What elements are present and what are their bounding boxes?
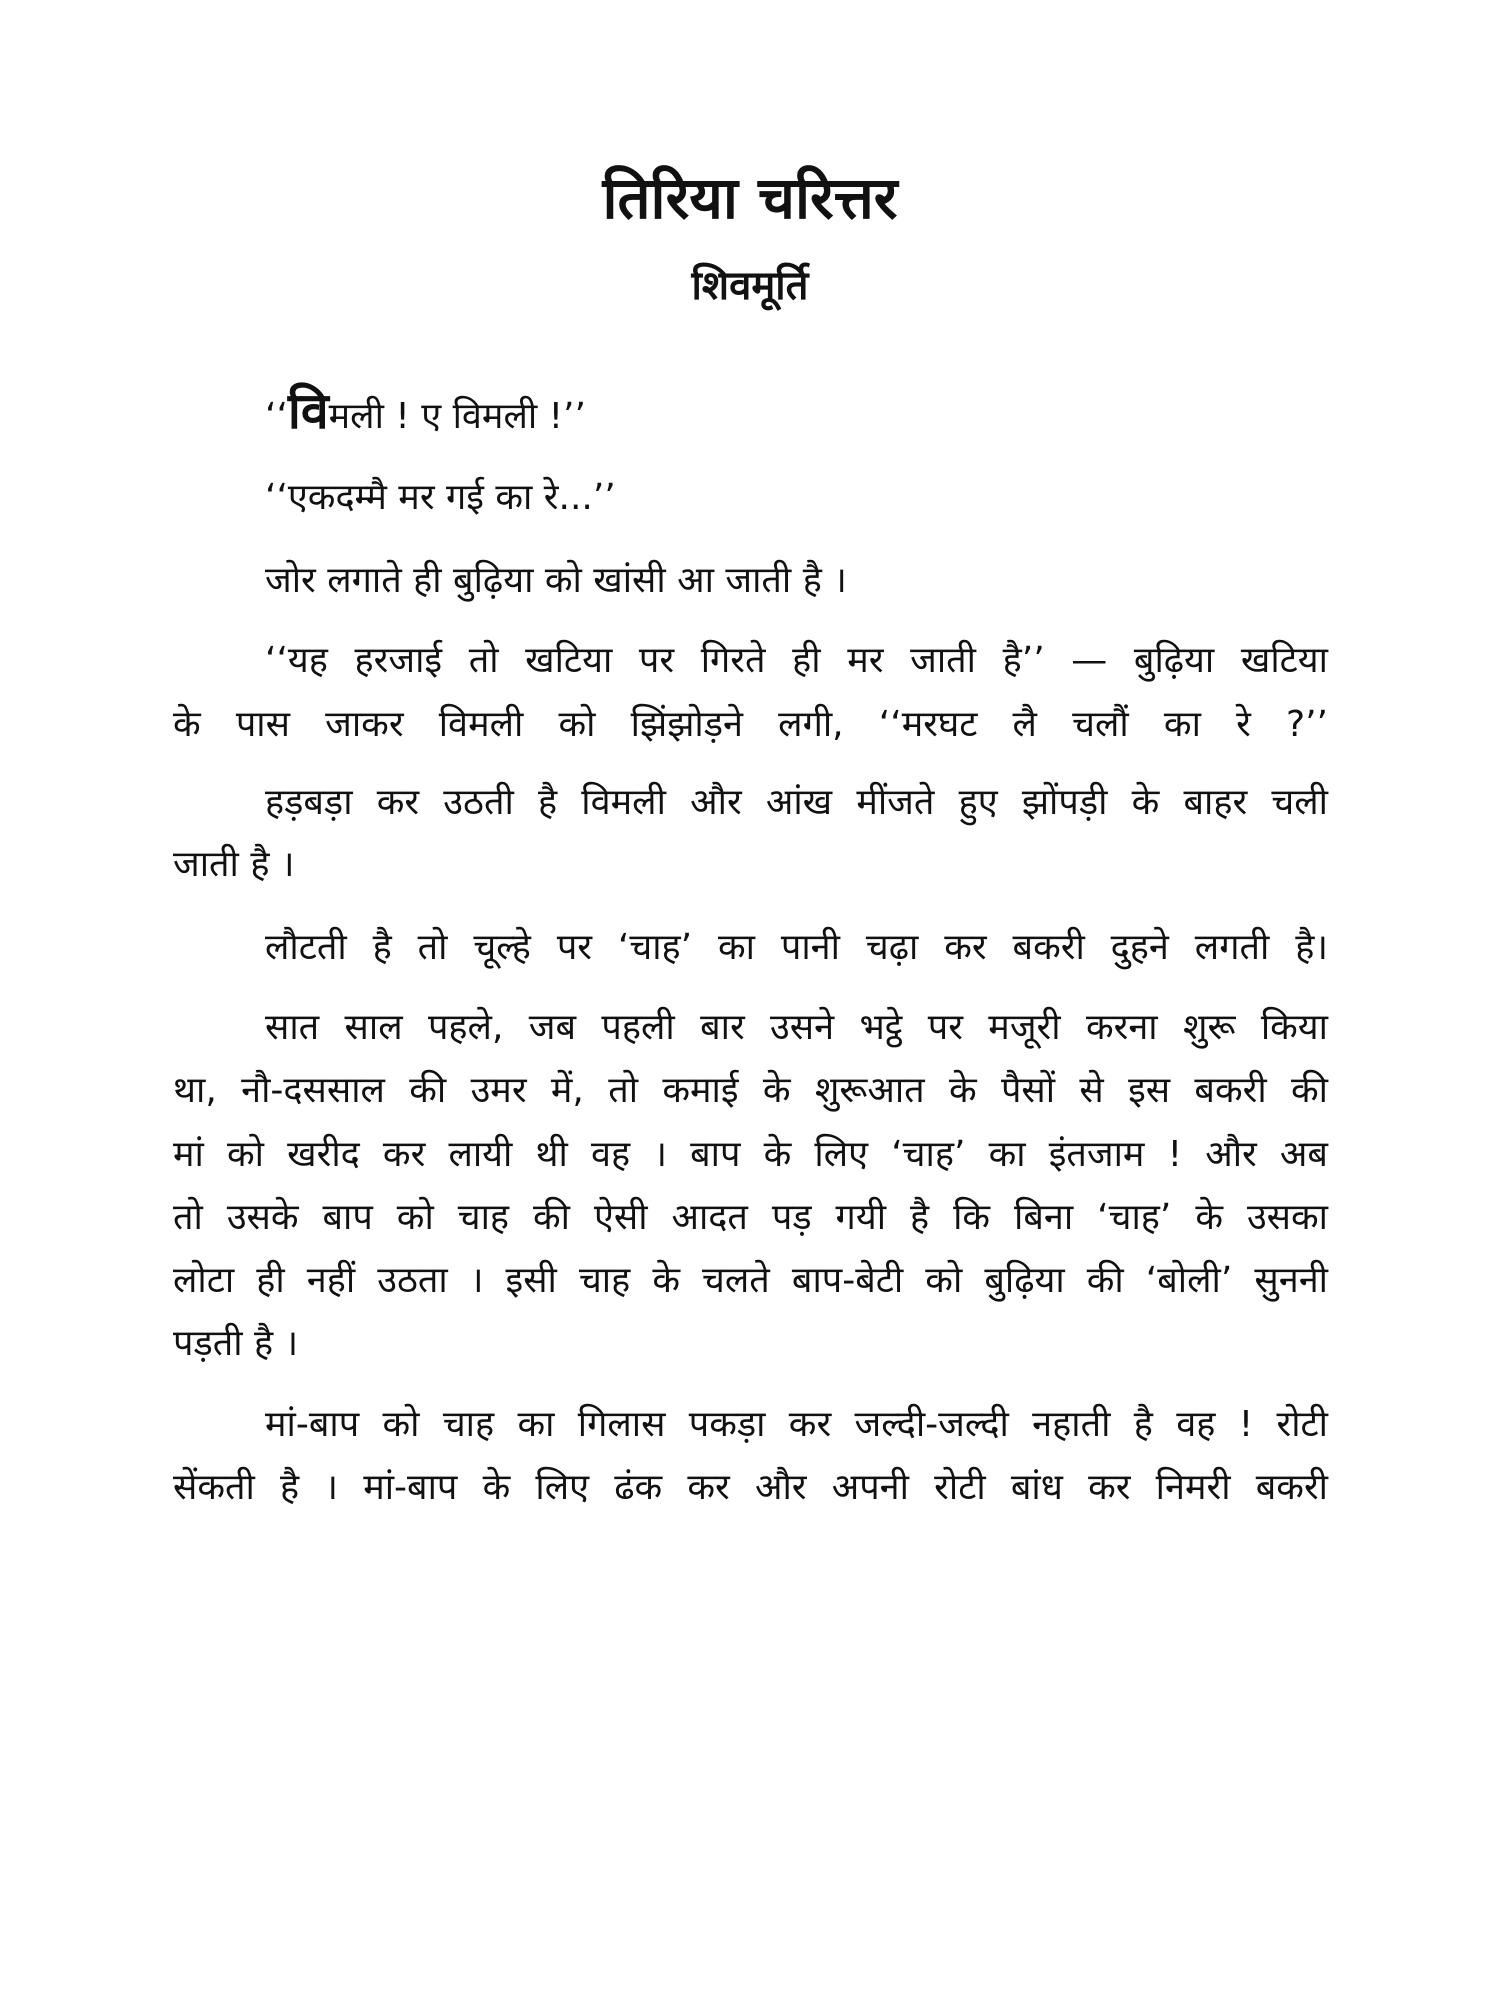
paragraph-line: मां को खरीद कर लायी थी वह । बाप के लिए ‘चाह’ का इंतजाम ! और अब [173,1134,1328,1175]
paragraph-line: मां-बाप को चाह का गिलास पकड़ा कर जल्दी-जल्दी नहाती है वह ! रोटी [265,1404,1328,1445]
author-name: शिवमूर्ति [691,263,809,309]
paragraph-line: पड़ती है । [173,1323,299,1364]
paragraph-line: लोटा ही नहीं उठता । इसी चाह के चलते बाप-बेटी को बुढ़िया की ‘बोली’ सुननी [173,1260,1328,1301]
paragraph-line: जोर लगाते ही बुढ़िया को खांसी आ जाती है । [265,560,847,601]
opening-quote: ‘‘ [265,396,288,437]
story-title: तिरिया चरित्तर [602,164,898,232]
opening-rest: मली ! ए विमली !’’ [328,396,586,437]
paragraph-line: ‘‘एकदम्मै मर गई का रे...’’ [265,477,616,518]
paragraph-line: था, नौ-दससाल की उमर में, तो कमाई के शुरूआत के पैसों से इस बकरी की [173,1070,1328,1111]
opening-line [265,383,586,445]
paragraph-line: तो उसके बाप को चाह की ऐसी आदत पड़ गयी है कि बिना ‘चाह’ के उसका [173,1197,1328,1238]
paragraph-line: जाती है । [173,844,295,885]
paragraph-line: ‘‘यह हरजाई तो खटिया पर गिरते ही मर जाती है’’ — बुढ़िया खटिया [265,640,1328,681]
paragraph-line: के पास जाकर विमली को झिंझोड़ने लगी, ‘‘मरघट लै चलौं का रे ?’’ [173,704,1328,745]
drop-cap: वि [287,382,329,440]
paragraph-line: सात साल पहले, जब पहली बार उसने भट्ठे पर मजूरी करना शुरू किया [265,1007,1328,1048]
paragraph-line: सेंकती है । मां-बाप के लिए ढंक कर और अपनी रोटी बांध कर निमरी बकरी [173,1467,1328,1508]
paragraph-line: हड़बड़ा कर उठती है विमली और आंख मींजते हुए झोंपड़ी के बाहर चली [265,782,1328,823]
paragraph-line: लौटती है तो चूल्हे पर ‘चाह’ का पानी चढ़ा कर बकरी दुहने लगती है। [265,927,1328,968]
